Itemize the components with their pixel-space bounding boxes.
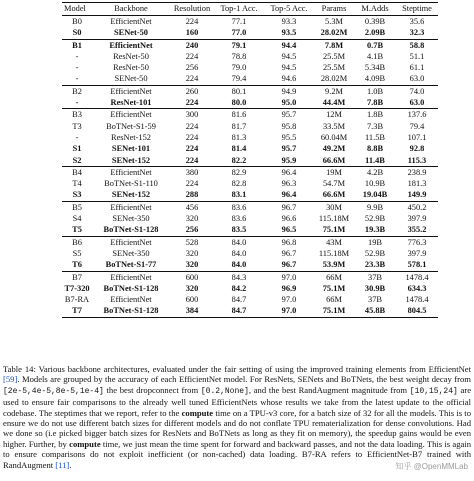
cell-res: 224 xyxy=(185,144,199,154)
cell-step: 450.2 xyxy=(396,201,438,213)
cell-params: 43M xyxy=(314,236,354,248)
cell-backbone: EfficientNet xyxy=(92,271,170,283)
cell-top1: 84.2 xyxy=(231,283,247,293)
cell-model: - xyxy=(75,63,79,73)
cell-model: B7-RA xyxy=(64,295,90,305)
cell-madds: 9.9B xyxy=(354,201,396,213)
table-row xyxy=(62,294,438,305)
cell-params: 66.6M xyxy=(322,190,346,200)
cell-backbone: SENet-50 xyxy=(114,74,148,84)
table-row xyxy=(62,85,438,97)
cell-madds: 52.9B xyxy=(364,248,386,258)
cell-top5: 94.5 xyxy=(281,63,297,73)
cell-res: 456 xyxy=(170,201,214,213)
cell-madds: 8.8B xyxy=(366,144,384,154)
caption-text: time on a TPU-v3 core, for a batch size of 32 for all the models. This is to ensure we do not use different batch sizes for different models and do not conflate TPU rematerialization for dense convolutions. Had we done so (i.e picked bigger batch sizes for ResNets and BoTNets as long as they fit on memory), the speedup gains would be even higher. Further, by xyxy=(3,407,471,449)
cell-backbone: EfficientNet xyxy=(110,295,152,305)
cell-model: T7 xyxy=(62,305,92,317)
cell-model: S4 xyxy=(72,214,82,224)
cell-res: 288 xyxy=(185,190,199,200)
cell-step: 74.0 xyxy=(396,85,438,97)
cell-top1: 77.1 xyxy=(214,16,264,28)
cell-model: B7 xyxy=(62,271,92,283)
cell-step: 397.9 xyxy=(407,214,427,224)
table-row xyxy=(62,248,438,259)
cell-model: B1 xyxy=(62,39,92,51)
cell-step: 61.1 xyxy=(409,63,425,73)
cell-step: 355.2 xyxy=(407,225,427,235)
cell-backbone: ResNet-152 xyxy=(110,132,151,142)
cell-madds: 37B xyxy=(368,295,382,305)
cell-step: 397.9 xyxy=(407,248,427,258)
cell-top5: 97.0 xyxy=(281,295,297,305)
table-row xyxy=(62,73,438,85)
cell-top5: 96.6 xyxy=(281,214,297,224)
cell-top1: 82.2 xyxy=(231,155,247,165)
cell-madds: 0.7B xyxy=(354,39,396,51)
cell-res: 256 xyxy=(185,225,199,235)
cell-model: T7-320 xyxy=(64,283,90,293)
header-params: Params xyxy=(314,3,354,16)
cell-backbone: SENet-50 xyxy=(114,28,148,38)
cell-step: 1478.4 xyxy=(396,271,438,283)
cell-params: 5.3M xyxy=(314,16,354,28)
cell-res: 320 xyxy=(185,248,199,258)
cell-top5: 95.7 xyxy=(281,144,297,154)
cell-backbone: EfficientNet xyxy=(92,236,170,248)
results-table xyxy=(62,2,438,318)
cell-backbone: BoTNet-S1-128 xyxy=(103,225,159,235)
cell-step: 32.3 xyxy=(409,28,425,38)
cell-step: 1478.4 xyxy=(405,295,429,305)
cell-backbone: BoTNet-S1-128 xyxy=(92,305,170,317)
cell-top5: 96.7 xyxy=(281,248,297,258)
cell-res: 384 xyxy=(170,305,214,317)
table-row xyxy=(62,143,438,154)
table-row xyxy=(62,271,438,283)
cell-top1: 84.7 xyxy=(214,305,264,317)
cell-step: 58.8 xyxy=(396,39,438,51)
cell-madds: 30.9B xyxy=(364,283,386,293)
cell-model: - xyxy=(75,132,79,142)
cell-model: - xyxy=(75,51,79,61)
cell-res: 224 xyxy=(185,179,199,189)
cell-top1: 80.1 xyxy=(214,85,264,97)
caption-code: [2e-5,4e-5,8e-5,1e-4] xyxy=(3,386,104,396)
cell-res: 320 xyxy=(185,260,199,270)
table-row xyxy=(62,16,438,28)
cell-params: 49.2M xyxy=(322,144,346,154)
cell-step: 181.3 xyxy=(407,179,427,189)
cell-model: B2 xyxy=(62,85,92,97)
cell-res: 224 xyxy=(185,155,199,165)
cell-params: 19M xyxy=(314,166,354,178)
cell-params: 66M xyxy=(314,271,354,283)
cell-madds: 11.4B xyxy=(365,155,385,165)
cell-backbone: EfficientNet xyxy=(92,109,170,121)
cell-backbone: BoTNet-S1-110 xyxy=(104,179,158,189)
header-top5: Top-5 Acc. xyxy=(264,3,314,16)
cell-top5: 96.4 xyxy=(281,190,297,200)
citation-link[interactable]: [59] xyxy=(3,374,18,385)
cell-backbone: EfficientNet xyxy=(92,166,170,178)
caption-text: are used to ensure fair comparisons to the already well tuned EfficientNets whose results we take from the latest update to the official codebase. The steptimes that we report, refer to the xyxy=(3,384,472,418)
cell-madds: 52.9B xyxy=(364,214,386,224)
table-row xyxy=(62,305,438,317)
cell-step: 51.1 xyxy=(409,51,425,61)
cell-params: 54.7M xyxy=(322,179,346,189)
cell-model: B5 xyxy=(62,201,92,213)
cell-step: 107.1 xyxy=(407,132,427,142)
caption-emphasis: compute xyxy=(181,407,214,418)
cell-step: 92.8 xyxy=(409,144,425,154)
table-row xyxy=(62,178,438,189)
cell-backbone: SENet-152 xyxy=(111,155,151,165)
table-row xyxy=(62,213,438,224)
cell-model: B3 xyxy=(62,109,92,121)
cell-params: 66.6M xyxy=(322,155,346,165)
cell-step: 137.6 xyxy=(396,109,438,121)
cell-top1: 79.1 xyxy=(214,39,264,51)
cell-madds: 2.09B xyxy=(364,28,386,38)
cell-top1: 84.0 xyxy=(231,260,247,270)
table-row xyxy=(62,121,438,132)
cell-top5: 96.3 xyxy=(281,179,297,189)
cell-top1: 83.5 xyxy=(231,225,247,235)
cell-step: 776.3 xyxy=(396,236,438,248)
cell-top5: 96.7 xyxy=(264,201,314,213)
cell-top1: 84.0 xyxy=(231,248,247,258)
cell-madds: 10.9B xyxy=(364,179,386,189)
cell-top5: 96.5 xyxy=(281,225,297,235)
caption-text: the best dropconnect from xyxy=(103,384,201,395)
cell-top5: 93.5 xyxy=(281,28,297,38)
cell-res: 240 xyxy=(170,39,214,51)
cell-top5: 94.9 xyxy=(264,85,314,97)
cell-step: 63.0 xyxy=(409,98,425,108)
cell-top5: 95.0 xyxy=(281,98,297,108)
cell-params: 25.5M xyxy=(322,63,346,73)
cell-params: 75.1M xyxy=(322,225,346,235)
cell-model: B4 xyxy=(62,166,92,178)
cell-madds: 5.34B xyxy=(364,63,386,73)
table-row xyxy=(62,283,438,294)
cell-params: 25.5M xyxy=(322,51,346,61)
table-row xyxy=(62,97,438,109)
watermark: 知乎 @OpenMMLab xyxy=(395,462,468,471)
cell-step: 63.0 xyxy=(409,74,425,84)
cell-top5: 94.5 xyxy=(281,51,297,61)
table-row xyxy=(62,132,438,143)
cell-backbone: BoTNet-S1-77 xyxy=(105,260,157,270)
cell-top1: 81.7 xyxy=(231,121,247,131)
cell-madds: 37B xyxy=(354,271,396,283)
cell-res: 600 xyxy=(170,271,214,283)
cell-top5: 94.4 xyxy=(264,39,314,51)
cell-top1: 84.3 xyxy=(214,271,264,283)
cell-top5: 94.6 xyxy=(281,74,297,84)
cell-top1: 81.3 xyxy=(231,132,247,142)
table-row xyxy=(62,27,438,39)
cell-backbone: BoTNet-S1-128 xyxy=(103,283,159,293)
cell-res: 224 xyxy=(185,74,199,84)
cell-madds: 45.8B xyxy=(354,305,396,317)
cell-params: 53.9M xyxy=(322,260,346,270)
cell-top1: 82.9 xyxy=(214,166,264,178)
cell-backbone: ResNet-50 xyxy=(113,51,149,61)
table-row xyxy=(62,39,438,51)
header-top1: Top-1 Acc. xyxy=(214,3,264,16)
cell-step: 115.3 xyxy=(407,155,427,165)
table-row xyxy=(62,201,438,213)
header-row xyxy=(62,3,438,16)
cell-top1: 83.6 xyxy=(214,201,264,213)
cell-res: 224 xyxy=(170,16,214,28)
cell-top1: 79.0 xyxy=(231,63,247,73)
cell-res: 320 xyxy=(185,214,199,224)
cell-params: 115.18M xyxy=(318,214,350,224)
cell-res: 224 xyxy=(185,98,199,108)
cell-top1: 78.8 xyxy=(231,51,247,61)
cell-backbone: SENet-152 xyxy=(111,190,151,200)
cell-backbone: EfficientNet xyxy=(92,16,170,28)
cell-madds: 19.3B xyxy=(364,225,386,235)
cell-madds: 19B xyxy=(354,236,396,248)
cell-model: S5 xyxy=(72,248,82,258)
cell-top1: 80.0 xyxy=(231,98,247,108)
cell-res: 224 xyxy=(185,121,199,131)
cell-res: 600 xyxy=(185,295,199,305)
cell-top1: 81.4 xyxy=(231,144,247,154)
cell-top5: 96.9 xyxy=(281,283,297,293)
table-row xyxy=(62,189,438,201)
citation-link[interactable]: [11] xyxy=(55,459,70,470)
cell-madds: 1.0B xyxy=(354,85,396,97)
cell-madds: 4.09B xyxy=(364,74,386,84)
cell-top1: 79.4 xyxy=(231,74,247,84)
table-row xyxy=(62,51,438,62)
cell-model: - xyxy=(75,74,79,84)
cell-res: 528 xyxy=(170,236,214,248)
cell-params: 33.5M xyxy=(322,121,346,131)
cell-model: S2 xyxy=(72,155,82,165)
cell-res: 160 xyxy=(185,28,199,38)
cell-model: S1 xyxy=(72,144,82,154)
cell-top5: 93.3 xyxy=(264,16,314,28)
cell-step: 35.6 xyxy=(396,16,438,28)
cell-params: 28.02M xyxy=(320,74,348,84)
table-row xyxy=(62,109,438,121)
cell-backbone: SENet-101 xyxy=(111,144,151,154)
cell-madds: 1.8B xyxy=(354,109,396,121)
cell-top5: 95.5 xyxy=(281,132,297,142)
cell-model: T3 xyxy=(72,121,82,131)
cell-top1: 81.6 xyxy=(214,109,264,121)
caption-text: . xyxy=(69,459,72,470)
cell-model: B0 xyxy=(62,16,92,28)
table-caption xyxy=(3,364,471,470)
cell-model: T5 xyxy=(72,225,82,235)
caption-code: [0.2,None] xyxy=(200,386,249,396)
cell-res: 256 xyxy=(185,63,199,73)
caption-text: . Models are grouped by the accuracy of each EfficientNet model. For ResNets, SENets and BoTNets, the best weight decay from xyxy=(17,374,471,385)
caption-text: time, we just mean the time spent for forward and backward passes, and not the data loading. This is again to ensure comparisons do not exploit inefficient (or non-cached) data loading. B7-RA refers to EfficientNet-B7 trained with RandAugment xyxy=(3,438,471,470)
table-row xyxy=(62,166,438,178)
cell-top1: 77.0 xyxy=(231,28,247,38)
table-row xyxy=(62,224,438,236)
cell-params: 60.04M xyxy=(320,132,348,142)
table-row xyxy=(62,236,438,248)
table-header xyxy=(62,3,438,16)
table-row xyxy=(62,62,438,73)
cell-params: 30M xyxy=(314,201,354,213)
cell-backbone: ResNet-50 xyxy=(113,63,149,73)
cell-top5: 96.8 xyxy=(264,236,314,248)
cell-madds: 19.04B xyxy=(362,190,388,200)
table-row xyxy=(62,155,438,167)
cell-backbone: EfficientNet xyxy=(92,85,170,97)
cell-backbone: BoTNet-S1-59 xyxy=(106,121,156,131)
cell-madds: 7.8B xyxy=(366,98,384,108)
cell-top5: 97.0 xyxy=(264,271,314,283)
cell-model: T4 xyxy=(72,179,82,189)
cell-params: 44.4M xyxy=(322,98,346,108)
cell-step: 634.3 xyxy=(407,283,427,293)
cell-backbone: EfficientNet xyxy=(92,39,170,51)
cell-res: 224 xyxy=(185,132,199,142)
cell-top5: 95.8 xyxy=(281,121,297,131)
cell-top5: 95.7 xyxy=(264,109,314,121)
cell-backbone: SENet-350 xyxy=(112,248,150,258)
cell-res: 380 xyxy=(170,166,214,178)
cell-madds: 4.2B xyxy=(354,166,396,178)
cell-backbone: SENet-350 xyxy=(112,214,150,224)
cell-top5: 97.0 xyxy=(264,305,314,317)
header-resolution: Resolution xyxy=(170,3,214,16)
header-model: Model xyxy=(62,3,92,16)
cell-step: 804.5 xyxy=(396,305,438,317)
cell-backbone: EfficientNet xyxy=(92,201,170,213)
cell-params: 12M xyxy=(314,109,354,121)
cell-top5: 96.4 xyxy=(264,166,314,178)
cell-params: 115.18M xyxy=(318,248,350,258)
cell-madds: 0.39B xyxy=(354,16,396,28)
cell-top1: 82.8 xyxy=(231,179,247,189)
cell-params: 75.1M xyxy=(314,305,354,317)
caption-code: [10,15,24] xyxy=(409,386,458,396)
cell-madds: 11.5B xyxy=(365,132,385,142)
cell-params: 7.8M xyxy=(314,39,354,51)
cell-top5: 95.9 xyxy=(281,155,297,165)
caption-text: , and the best RandAugment magnitude from xyxy=(248,384,410,395)
cell-step: 238.9 xyxy=(396,166,438,178)
cell-res: 224 xyxy=(185,51,199,61)
cell-madds: 4.1B xyxy=(366,51,384,61)
cell-params: 9.2M xyxy=(314,85,354,97)
cell-madds: 23.3B xyxy=(364,260,386,270)
cell-top1: 83.1 xyxy=(231,190,247,200)
cell-res: 300 xyxy=(170,109,214,121)
table-row xyxy=(62,259,438,271)
caption-emphasis: compute xyxy=(69,438,101,449)
cell-backbone: ResNet-101 xyxy=(110,98,152,108)
cell-top1: 84.0 xyxy=(214,236,264,248)
cell-step: 79.4 xyxy=(409,121,425,131)
cell-model: S0 xyxy=(72,28,82,38)
header-steptime: Steptime xyxy=(396,3,438,16)
cell-top1: 83.6 xyxy=(231,214,247,224)
cell-model: - xyxy=(75,98,79,108)
cell-model: B6 xyxy=(62,236,92,248)
cell-params: 75.1M xyxy=(322,283,346,293)
cell-model: T6 xyxy=(72,260,82,270)
table-body xyxy=(62,16,438,318)
cell-params: 66M xyxy=(326,295,342,305)
cell-top5: 96.7 xyxy=(281,260,297,270)
caption-text: Table 14: Various backbone architectures, evaluated under the fair setting of using the improved training elements from EfficientNet xyxy=(3,364,471,374)
header-madds: M.Adds xyxy=(354,3,396,16)
cell-params: 28.02M xyxy=(320,28,348,38)
cell-res: 260 xyxy=(170,85,214,97)
cell-model: S3 xyxy=(72,190,82,200)
cell-step: 149.9 xyxy=(407,190,427,200)
header-backbone: Backbone xyxy=(92,3,170,16)
cell-res: 320 xyxy=(185,283,199,293)
cell-madds: 7.3B xyxy=(366,121,384,131)
cell-step: 578.1 xyxy=(407,260,427,270)
cell-top1: 84.7 xyxy=(231,295,247,305)
